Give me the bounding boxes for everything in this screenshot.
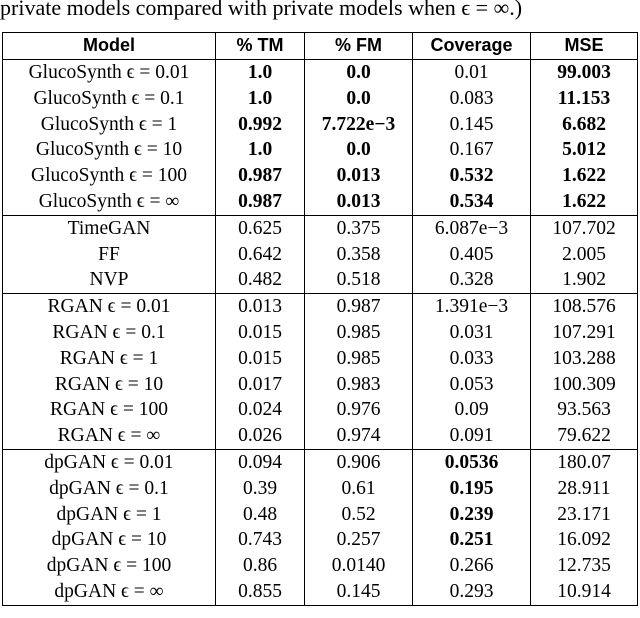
cell-model: GlucoSynth ϵ = 0.1 [3,86,216,112]
cell-fm: 7.722e−3 [305,112,413,138]
cell-tm: 0.642 [216,242,305,268]
table-row [3,502,638,528]
cell-mse: 1.902 [531,267,638,293]
table-row [3,267,638,293]
cell-fm: 0.976 [305,397,413,423]
cell-model: dpGAN ϵ = 0.01 [3,449,216,475]
table-row [3,86,638,112]
cell-model: GlucoSynth ϵ = ∞ [3,189,216,215]
cell-tm: 0.39 [216,476,305,502]
cell-tm: 0.015 [216,320,305,346]
cell-model: GlucoSynth ϵ = 10 [3,137,216,163]
cell-mse: 79.622 [531,423,638,449]
table-row [3,189,638,215]
cell-fm: 0.906 [305,449,413,475]
table-row [3,215,638,241]
table-row [3,476,638,502]
cell-tm: 1.0 [216,60,305,86]
table-row [3,294,638,320]
header-tm: % TM [216,33,305,60]
cell-tm: 0.094 [216,449,305,475]
cell-mse: 99.003 [531,60,638,86]
table-row [3,163,638,189]
cell-coverage: 0.534 [413,189,531,215]
table-row [3,60,638,86]
cell-tm: 0.987 [216,163,305,189]
cell-model: TimeGAN [3,215,216,241]
cell-coverage: 0.251 [413,527,531,553]
table-row [3,553,638,579]
cell-fm: 0.985 [305,346,413,372]
cell-coverage: 0.031 [413,320,531,346]
header-model: Model [3,33,216,60]
cell-tm: 1.0 [216,86,305,112]
table-row [3,112,638,138]
cell-mse: 10.914 [531,579,638,605]
cell-coverage: 0.053 [413,372,531,398]
cell-model: dpGAN ϵ = ∞ [3,579,216,605]
cell-mse: 107.702 [531,215,638,241]
cell-model: RGAN ϵ = 100 [3,397,216,423]
cell-tm: 0.024 [216,397,305,423]
cell-coverage: 0.033 [413,346,531,372]
table-row [3,242,638,268]
table-row [3,320,638,346]
cell-model: dpGAN ϵ = 100 [3,553,216,579]
cell-mse: 93.563 [531,397,638,423]
cell-model: RGAN ϵ = 0.01 [3,294,216,320]
cell-coverage: 0.01 [413,60,531,86]
cell-mse: 5.012 [531,137,638,163]
table-row [3,397,638,423]
cell-coverage: 0.091 [413,423,531,449]
cell-tm: 0.992 [216,112,305,138]
cell-fm: 0.61 [305,476,413,502]
cell-mse: 100.309 [531,372,638,398]
cell-model: GlucoSynth ϵ = 1 [3,112,216,138]
cell-tm: 0.015 [216,346,305,372]
table-body [3,60,638,606]
cell-mse: 23.171 [531,502,638,528]
table-row [3,372,638,398]
cell-mse: 2.005 [531,242,638,268]
cell-mse: 16.092 [531,527,638,553]
cell-model: dpGAN ϵ = 1 [3,502,216,528]
cell-tm: 0.482 [216,267,305,293]
cell-fm: 0.257 [305,527,413,553]
cell-tm: 0.855 [216,579,305,605]
cell-mse: 1.622 [531,189,638,215]
cell-fm: 0.0 [305,60,413,86]
cell-fm: 0.358 [305,242,413,268]
cell-fm: 0.987 [305,294,413,320]
cell-coverage: 0.09 [413,397,531,423]
cell-coverage: 0.266 [413,553,531,579]
cell-tm: 0.987 [216,189,305,215]
cell-tm: 0.86 [216,553,305,579]
cell-model: dpGAN ϵ = 10 [3,527,216,553]
cell-model: NVP [3,267,216,293]
cell-coverage: 0.195 [413,476,531,502]
cell-mse: 12.735 [531,553,638,579]
table-row [3,423,638,449]
cell-fm: 0.0 [305,86,413,112]
cell-mse: 103.288 [531,346,638,372]
table-row [3,527,638,553]
cell-tm: 1.0 [216,137,305,163]
cell-fm: 0.0140 [305,553,413,579]
cell-model: FF [3,242,216,268]
cell-fm: 0.983 [305,372,413,398]
cell-coverage: 0.145 [413,112,531,138]
cell-model: GlucoSynth ϵ = 100 [3,163,216,189]
cell-fm: 0.013 [305,163,413,189]
table-caption: private models compared with private models when ϵ = ∞.) [0,0,523,20]
cell-mse: 28.911 [531,476,638,502]
cell-coverage: 0.328 [413,267,531,293]
cell-mse: 1.622 [531,163,638,189]
cell-coverage: 0.293 [413,579,531,605]
table-row [3,449,638,475]
cell-model: RGAN ϵ = 0.1 [3,320,216,346]
cell-fm: 0.985 [305,320,413,346]
cell-model: RGAN ϵ = 10 [3,372,216,398]
cell-fm: 0.974 [305,423,413,449]
table-row [3,137,638,163]
cell-fm: 0.518 [305,267,413,293]
cell-mse: 11.153 [531,86,638,112]
cell-fm: 0.013 [305,189,413,215]
cell-coverage: 0.405 [413,242,531,268]
header-mse: MSE [531,33,638,60]
table-row [3,346,638,372]
cell-tm: 0.013 [216,294,305,320]
cell-coverage: 6.087e−3 [413,215,531,241]
cell-model: RGAN ϵ = ∞ [3,423,216,449]
table-row [3,579,638,605]
cell-coverage: 0.239 [413,502,531,528]
cell-tm: 0.743 [216,527,305,553]
cell-coverage: 0.0536 [413,449,531,475]
cell-model: GlucoSynth ϵ = 0.01 [3,60,216,86]
cell-fm: 0.0 [305,137,413,163]
results-table [2,32,638,606]
cell-coverage: 0.167 [413,137,531,163]
cell-fm: 0.375 [305,215,413,241]
cell-tm: 0.026 [216,423,305,449]
header-row [3,33,638,60]
cell-mse: 6.682 [531,112,638,138]
cell-coverage: 0.083 [413,86,531,112]
cell-tm: 0.625 [216,215,305,241]
cell-tm: 0.017 [216,372,305,398]
cell-fm: 0.52 [305,502,413,528]
cell-mse: 108.576 [531,294,638,320]
cell-model: RGAN ϵ = 1 [3,346,216,372]
cell-model: dpGAN ϵ = 0.1 [3,476,216,502]
header-coverage: Coverage [413,33,531,60]
cell-coverage: 1.391e−3 [413,294,531,320]
cell-mse: 180.07 [531,449,638,475]
cell-fm: 0.145 [305,579,413,605]
cell-mse: 107.291 [531,320,638,346]
cell-tm: 0.48 [216,502,305,528]
header-fm: % FM [305,33,413,60]
cell-coverage: 0.532 [413,163,531,189]
